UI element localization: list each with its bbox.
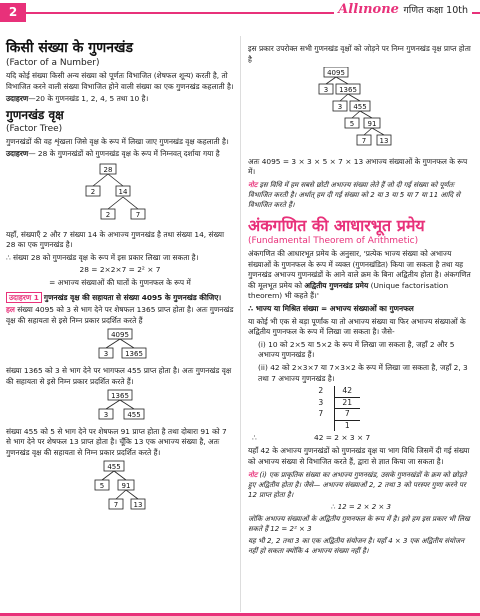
svg-text:3: 3 (103, 411, 109, 420)
svg-text:7: 7 (361, 137, 367, 146)
svg-text:1365: 1365 (125, 350, 143, 359)
equation-28: 28 = 2×2×7 = 2² × 7 (79, 265, 161, 275)
theorem-subhead: ∴ भाज्य या मिश्रित संख्या = अभाज्य संख्याओं का गुणनफल (248, 303, 414, 313)
svg-text:3: 3 (103, 350, 109, 359)
note-2-b: जोकि अभाज्य संख्याओं के अद्वितीय गुणनफल के रूप में है। इसे हम इस प्रकार भी लिख सकते हैं 12 = 2² × 3 (248, 514, 470, 533)
svg-text:1365: 1365 (111, 392, 129, 401)
solution-2: संख्या 1365 को 3 से भाग देने पर भागफल 455 प्राप्त होता है। अतः गुणनखंड वृक्ष की सहायता से इसे निम्न प्रकार प्रदर्शित करते हैं। (6, 365, 232, 386)
svg-text:5: 5 (349, 120, 355, 129)
note-1: नोट इस विधि में हम सबसे छोटी अभाज्य संख्या लेते हैं जो दी गई संख्या को पूर्णतः विभाजित करती है। अर्थात् हम दी गई संख्या को 2 या 3 या 5 या 7 या 11 आदि से विभाजित करते हैं। (248, 180, 461, 209)
svg-text:5: 5 (99, 482, 105, 491)
theorem-subtext: या कोई भी एक से बड़ा पूर्णांक या तो अभाज्य संख्या या फिर अभाज्य संख्याओं के अद्वितीय गुणनफल के रूप में लिखा जा सकता है। जैसे- (248, 316, 466, 337)
brand-logo: Allınone गणित कक्षा 10th (334, 2, 472, 17)
equation-42: ∴ 42 = 2 × 3 × 7 (252, 433, 371, 443)
note-2-equation: ∴ 12 = 2 × 2 × 3 (331, 502, 391, 511)
tree28-l1: 2 (90, 187, 96, 196)
combined-tree-intro: इस प्रकार उपरोक्त सभी गुणनखंड वृक्षों को जोड़ने पर निम्न गुणनखंड वृक्ष प्राप्त होता है (248, 44, 471, 64)
right-column (248, 42, 474, 558)
tree-explanation-2: ∴ संख्या 28 को गुणनखंड वृक्ष के रूप में इस प्रकार लिखा जा सकता है। (6, 252, 199, 262)
tree-explanation: यहाँ, संख्याएँ 2 और 7 संख्या 14 के अभाज्य गुणनखंड है तथा संख्या 14, संख्या 28 का एक गुणनखंड है। (6, 229, 225, 250)
section-title-factor: किसी संख्या के गुणनखंड (6, 40, 133, 56)
division-table: 2 42 3 21 7 7 1 (308, 386, 360, 431)
theorem-text: अंकगणित की आधारभूत प्रमेय के अनुसार, 'प्रत्येक भाज्य संख्या को अभाज्य संख्याओं के गुणनफल के रूप में व्यक्त (गुणनखंडित) किया जा सकता है तथा यह गुणनखंड अभाज्य गुणनखंडों के आने वाले क्रम के बिना अद्वितीय होता है। अंकगणित की मूलभूत प्रमेय को अद्वितीय गुणनखंड प्रमेय (Unique factorisation theorem) भी कहते हैं।' (248, 248, 471, 301)
division-explanation: यहाँ 42 के अभाज्य गुणनखंडों को गुणनखंड वृक्ष या भाग विधि जिसमें दी गई संख्या को अभाज्य संख्या से विभाजित करते हैं, द्वारा से ज्ञात किया जा सकता है। (248, 446, 470, 467)
item-1: (i) 10 को 2×5 या 5×2 के रूप में लिखा जा सकता है, जहाँ 2 और 5 अभाज्य गुणनखंड हैं। (258, 339, 455, 360)
column-divider (240, 36, 241, 612)
left-column (6, 38, 234, 516)
svg-text:4095: 4095 (327, 69, 345, 78)
factor-tree-28 (6, 162, 234, 224)
svg-text:455: 455 (353, 103, 367, 112)
section-subtitle-factor: (Factor of a Number) (6, 58, 100, 68)
svg-text:13: 13 (133, 501, 143, 510)
factor-example: उदाहरण—20 के गुणनखंड 1, 2, 4, 5 तथा 10 है। (6, 94, 149, 104)
item-2: (ii) 42 को 2×3×7 या 7×3×2 के रूप में लिखा जा सकता है, जहाँ 2, 3 तथा 7 अभाज्य गुणनखंड है। (258, 362, 468, 383)
factor-definition: यदि कोई संख्या किसी अन्य संख्या को पूर्णतः विभाजित (शेषफल शून्य) करती है, तो विभाजित करने वाली संख्या विभाजित होने वाली संख्या का एक गुणनखंड कहलाती है। (6, 71, 234, 91)
svg-text:455: 455 (127, 411, 141, 420)
tree-4095-step1 (6, 328, 234, 360)
subject-label: गणित कक्षा 10th (403, 5, 468, 16)
section-title-tree: गुणनखंड वृक्ष (6, 107, 64, 122)
svg-text:3: 3 (337, 103, 343, 112)
tree28-root: 28 (103, 165, 113, 174)
page-number: 2 (0, 3, 26, 22)
tree-definition: गुणनखंडों की वह शृंखला जिसे वृक्ष के रूप में लिखा जाए गुणनखंड वृक्ष कहलाती है। (6, 136, 229, 146)
combined-factor-tree (248, 67, 474, 151)
tree-example: उदाहरण— 28 के गुणनखंडों को गुणनखंड वृक्ष के रूप में निम्नवत् दर्शाया गया है (6, 149, 220, 159)
theorem-subtitle: (Fundamental Theorem of Arithmetic) (248, 235, 419, 246)
result-4095: अतः 4095 = 3 × 3 × 5 × 7 × 13 अभाज्य संख्याओं के गुणनफल के रूप में। (248, 156, 468, 177)
svg-text:1365: 1365 (339, 86, 357, 95)
svg-text:3: 3 (323, 86, 329, 95)
svg-text:455: 455 (107, 463, 121, 472)
note-2-c: यह भी 2, 2 तथा 3 का एक अद्वितीय संयोजन है। यहाँ 4 × 3 एक अद्वितीय संयोजन नहीं हो सकता क्योंकि 4 अभाज्य संख्या नहीं है। (248, 536, 465, 555)
note-2: नोट (i) एक प्राकृतिक संख्या का अभाज्य गुणनखंड, उसके गुणनखंडों के क्रम को छोड़ते हुए अद्वितीय होता है। जैसे— अभाज्य संख्याओं 2, 2 तथा 3 को परस्पर गुणा करने पर 12 प्राप्त होता है। (248, 470, 467, 499)
solution-1: हल संख्या 4095 को 3 से भाग देने पर शेषफल 1365 प्राप्त होता है। अतः गुणनखंड वृक्ष की सहायता से इसे निम्न प्रकार प्रदर्शित करते हैं (6, 305, 234, 325)
svg-text:91: 91 (367, 120, 377, 129)
solution-3: संख्या 455 को 5 से भाग देने पर शेषफल 91 प्राप्त होता है तथा दोबारा 91 को 7 से भाग देने पर शेषफल 13 प्राप्त होता है। चूँकि 13 एक अभाज्य संख्या है, अतः गुणनखंड वृक्ष की सहायता से निम्न प्रकार प्रदर्शित करते हैं। (6, 426, 227, 457)
theorem-title: अंकगणित की आधारभूत प्रमेय (248, 215, 425, 235)
svg-text:91: 91 (121, 482, 131, 491)
page-header (0, 0, 480, 26)
tree28-l2: 2 (105, 210, 111, 219)
section-subtitle-tree: (Factor Tree) (6, 123, 63, 134)
tree28-r2: 7 (135, 210, 141, 219)
svg-text:4095: 4095 (111, 331, 129, 340)
example-1: उदाहरण 1 गुणनखंड वृक्ष की सहायता से संख्या 4095 के गुणनखंड कीजिए। (6, 293, 234, 304)
svg-text:13: 13 (379, 137, 389, 146)
svg-text:7: 7 (113, 501, 119, 510)
tree-455 (6, 460, 234, 512)
tree28-r1: 14 (118, 187, 128, 196)
equation-28-note: = अभाज्य संख्याओं की घातों के गुणनफल के रूप में (49, 277, 191, 287)
tree-1365 (6, 389, 234, 421)
